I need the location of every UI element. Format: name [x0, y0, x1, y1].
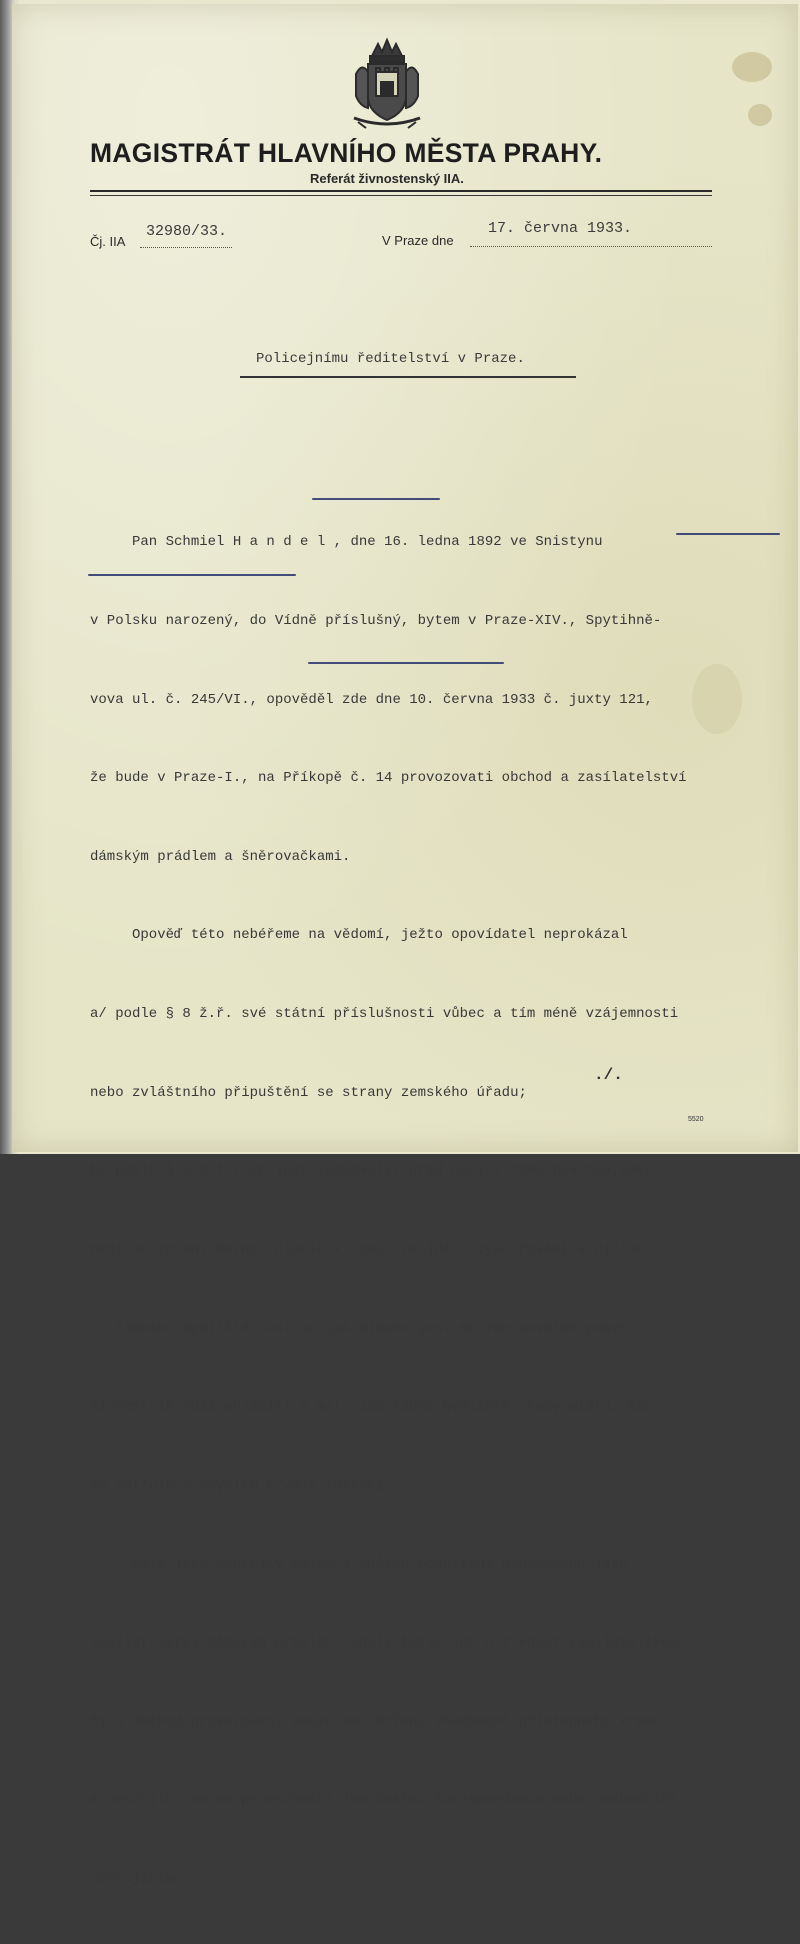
print-code: 5520	[688, 1116, 704, 1123]
letter-date: 17. června 1933.	[488, 220, 633, 237]
closing-mark: ./.	[594, 1066, 623, 1084]
reference-number: 32980/33.	[146, 223, 228, 240]
body-line: zasílatelství dámským prádlem, zdali totiž jde o živnost zasílatelskou	[90, 1634, 679, 1651]
pencil-underline	[312, 498, 440, 500]
header-rule	[90, 190, 712, 192]
reference-dotted-line	[140, 247, 232, 248]
age-stain	[748, 104, 772, 126]
reference-label: Čj. IIA	[90, 234, 126, 249]
body-line: b/ podle § 5 ž.ř., že jest zachovalý; úřad není k tomu povinen,také	[90, 1163, 653, 1180]
letter-body	[90, 477, 790, 1944]
body-line: Dále jest neurčitý pojem a způsob podnikání označeného jako	[90, 1556, 628, 1573]
body-line: není mu to ani možno, hledíc k tomu, že jde o vyšetřování v cizině;	[90, 1241, 653, 1258]
body-line: Pan Schmiel H a n d e l , dne 16. ledna 1892 ve Snistynu	[90, 534, 603, 551]
body-line: a/ podle § 8 ž.ř. své státní příslušnosti vůbec a tím méně vzájemnosti	[90, 1006, 679, 1023]
body-line: a omezující se na provozování jen cestou korespondence nebo obchodními	[90, 1792, 679, 1809]
body-line: c/ řádného bydliště, ani na jak dlouho jest mu zde povolen pobyt.	[90, 1320, 637, 1337]
pencil-underline	[88, 574, 296, 576]
body-line: či o obchod provozovaný pouze bez držení všeobecně přístupného krámu	[90, 1713, 662, 1730]
body-line: nebo zvláštního připuštění se strany zemského úřadu;	[90, 1084, 527, 1101]
pencil-underline	[676, 533, 780, 535]
pencil-underline	[308, 662, 504, 664]
addressee: Policejnímu ředitelství v Praze.	[256, 351, 525, 367]
body-line: vova ul. č. 245/VI., opověděl zde dne 10. června 1933 č. juxty 121,	[90, 691, 653, 708]
department-subtitle: Referát živnostenský IIA.	[310, 171, 464, 186]
office-title: MAGISTRÁT HLAVNÍHO MĚSTA PRAHY.	[90, 138, 603, 168]
header-rule-thin	[90, 195, 712, 196]
age-stain	[732, 52, 772, 82]
date-dotted-line	[470, 246, 712, 247]
body-line: dámským prádlem a šněrovačkami.	[90, 848, 351, 865]
body-line: se zdržuje s úmyslem trvale zůstati.	[90, 1477, 393, 1494]
body-line: cestujícími.	[90, 1870, 191, 1887]
place-date-label: V Praze dne	[382, 233, 454, 248]
prague-coat-of-arms-emblem	[352, 38, 422, 130]
addressee-underline	[240, 376, 576, 378]
body-line: že bude v Praze-I., na Příkopě č. 14 provozovati obchod a zasílatelství	[90, 770, 687, 787]
body-line: Opověď této nebéřeme na vědomí, ježto opovídatel neprokázal	[90, 927, 628, 944]
body-line: Živnostník musí ohlásiti a míti zde řádné bydliště, tedy místo, kde	[90, 1399, 653, 1416]
body-line: v Polsku narozený, do Vídně příslušný, bytem v Praze-XIV., Spytihně-	[90, 613, 662, 630]
